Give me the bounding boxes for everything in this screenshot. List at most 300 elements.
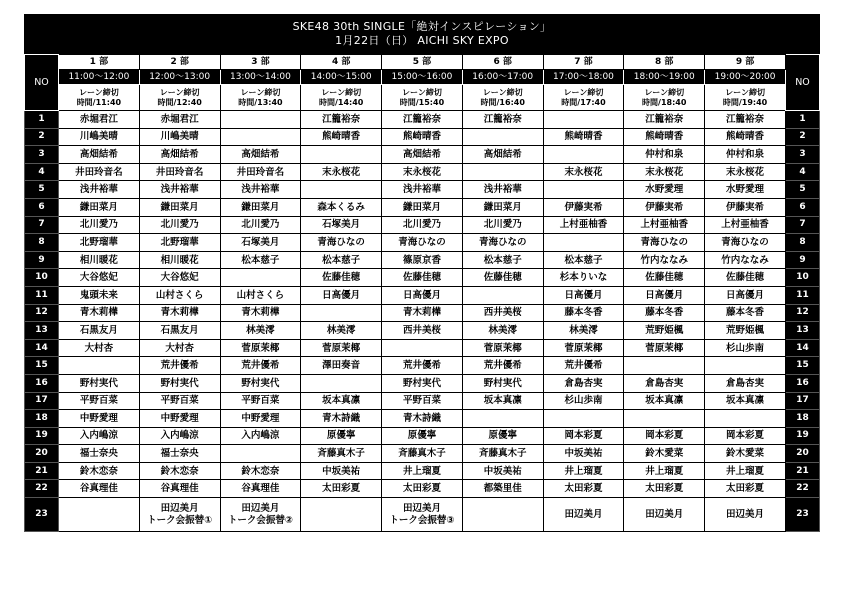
member-cell: 井田玲音名 — [59, 163, 140, 181]
member-cell: 野村実代 — [382, 374, 463, 392]
member-cell — [705, 357, 786, 375]
member-cell: 井上瑠夏 — [624, 462, 705, 480]
member-cell: 荒野姫楓 — [705, 322, 786, 340]
member-cell: 井田玲音名 — [139, 163, 220, 181]
member-cell: 平野百菜 — [139, 392, 220, 410]
lane-number: 11 — [25, 286, 59, 304]
member-cell: 佐藤佳穂 — [624, 269, 705, 287]
member-cell: 斉藤真木子 — [301, 445, 382, 463]
member-cell: 井上瑠夏 — [705, 462, 786, 480]
member-cell: 大村杏 — [139, 339, 220, 357]
member-cell: 伊藤実希 — [705, 198, 786, 216]
lane-number: 18 — [786, 410, 820, 428]
member-cell: 平野百菜 — [59, 392, 140, 410]
lane-number: 16 — [25, 374, 59, 392]
handshake-schedule-sheet — [24, 14, 820, 532]
lane-number: 23 — [786, 498, 820, 532]
table-row — [25, 111, 820, 129]
member-cell: 岡本彩夏 — [624, 427, 705, 445]
member-cell: 佐藤佳穂 — [462, 269, 543, 287]
part-label: 8 部 — [624, 55, 705, 70]
member-cell: 篠原京香 — [382, 251, 463, 269]
lane-number: 8 — [786, 234, 820, 252]
member-cell: 松本慈子 — [220, 251, 301, 269]
member-cell: 福士奈央 — [139, 445, 220, 463]
member-cell: 北野瑠華 — [139, 234, 220, 252]
member-cell: 熊崎晴香 — [382, 128, 463, 146]
member-cell: 浅井裕華 — [59, 181, 140, 199]
member-cell: 太田彩夏 — [301, 480, 382, 498]
member-cell: 石塚美月 — [301, 216, 382, 234]
member-cell: 中坂美祐 — [301, 462, 382, 480]
lane-close-label: レーン締切 — [159, 87, 200, 97]
lane-close-value: 時間/15:40 — [399, 97, 445, 107]
lane-number: 20 — [25, 445, 59, 463]
lane-close-value: 時間/17:40 — [561, 97, 606, 107]
schedule-title — [24, 14, 820, 54]
lane-number: 6 — [786, 198, 820, 216]
member-cell: 鈴木恋奈 — [220, 462, 301, 480]
member-cell: 山村さくら — [220, 286, 301, 304]
member-cell: 坂本真凛 — [462, 392, 543, 410]
member-cell: 野村実代 — [59, 374, 140, 392]
lane-close-label: レーン締切 — [563, 87, 604, 97]
lane-number: 22 — [786, 480, 820, 498]
member-cell: 荒井優希 — [462, 357, 543, 375]
member-cell: 斉藤真木子 — [462, 445, 543, 463]
member-cell: 高畑結希 — [139, 146, 220, 164]
member-cell: 坂本真凛 — [705, 392, 786, 410]
part-time: 18:00〜19:00 — [624, 70, 705, 85]
lane-number: 12 — [786, 304, 820, 322]
lane-number: 9 — [786, 251, 820, 269]
member-cell: 青海ひなの — [462, 234, 543, 252]
lane-close-value: 時間/12:40 — [157, 97, 202, 107]
lane-number: 3 — [25, 146, 59, 164]
table-row — [25, 198, 820, 216]
part-time: 13:00〜14:00 — [220, 70, 301, 85]
member-cell: 仲村和泉 — [624, 146, 705, 164]
lane-close-time — [624, 85, 705, 111]
table-row — [25, 480, 820, 498]
lane-close-value: 時間/16:40 — [480, 97, 525, 107]
part-label: 7 部 — [543, 55, 624, 70]
title-line-event: SKE48 30th SINGLE「絶対インスピレーション」 — [292, 20, 552, 33]
lane-number: 20 — [786, 445, 820, 463]
member-cell: 平野百菜 — [382, 392, 463, 410]
member-cell — [543, 234, 624, 252]
member-cell: 鈴木愛菜 — [705, 445, 786, 463]
lane-close-time — [705, 85, 786, 111]
lane-close-value: 時間/11:40 — [76, 97, 122, 107]
member-cell: 北川愛乃 — [220, 216, 301, 234]
member-cell: 仲村和泉 — [705, 146, 786, 164]
part-time: 17:00〜18:00 — [543, 70, 624, 85]
member-cell — [543, 146, 624, 164]
member-cell: 日高優月 — [705, 286, 786, 304]
member-cell: 林美澪 — [220, 322, 301, 340]
member-cell: 藤本冬香 — [705, 304, 786, 322]
member-cell: 浅井裕華 — [139, 181, 220, 199]
part-label: 4 部 — [301, 55, 382, 70]
part-label: 2 部 — [139, 55, 220, 70]
lane-number: 22 — [25, 480, 59, 498]
member-cell: 森本くるみ — [301, 198, 382, 216]
member-cell: 水野愛理 — [705, 181, 786, 199]
member-cell — [301, 374, 382, 392]
member-cell: 菅原茉椰 — [543, 339, 624, 357]
lane-close-label: レーン締切 — [482, 87, 523, 97]
table-row — [25, 251, 820, 269]
member-cell: 鈴木恋奈 — [59, 462, 140, 480]
lane-number: 8 — [25, 234, 59, 252]
member-cell: 青木莉樺 — [59, 304, 140, 322]
member-cell: 倉島杏実 — [705, 374, 786, 392]
member-cell: 荒井優希 — [382, 357, 463, 375]
member-cell — [220, 128, 301, 146]
member-cell: 赤堀君江 — [139, 111, 220, 129]
lane-close-value: 時間/18:40 — [642, 97, 687, 107]
member-cell — [624, 357, 705, 375]
lane-number: 13 — [25, 322, 59, 340]
member-cell: 佐藤佳穂 — [301, 269, 382, 287]
lane-number: 4 — [25, 163, 59, 181]
member-cell: 上村亜柚香 — [543, 216, 624, 234]
member-cell: 野村実代 — [462, 374, 543, 392]
lane-close-label: レーン締切 — [240, 87, 281, 97]
member-cell: 鎌田菜月 — [139, 198, 220, 216]
member-cell — [624, 410, 705, 428]
lane-number: 17 — [25, 392, 59, 410]
member-cell: 藤本冬香 — [624, 304, 705, 322]
member-cell — [543, 111, 624, 129]
table-row — [25, 216, 820, 234]
part-label: 1 部 — [59, 55, 140, 70]
member-cell: 浅井裕華 — [220, 181, 301, 199]
member-cell: 太田彩夏 — [543, 480, 624, 498]
schedule-table — [24, 54, 820, 532]
member-cell: 佐藤佳穂 — [705, 269, 786, 287]
member-cell: 杉山歩南 — [705, 339, 786, 357]
member-cell: 鬼頭未来 — [59, 286, 140, 304]
table-row — [25, 234, 820, 252]
lane-number: 14 — [25, 339, 59, 357]
member-cell: 高畑結希 — [462, 146, 543, 164]
member-cell — [462, 163, 543, 181]
member-cell: 入内嶋涼 — [220, 427, 301, 445]
member-cell: 上村亜柚香 — [705, 216, 786, 234]
member-cell: 菅原茉椰 — [301, 339, 382, 357]
member-cell: 日高優月 — [624, 286, 705, 304]
lane-close-time — [301, 85, 382, 111]
lane-close-label: レーン締切 — [725, 87, 765, 97]
member-cell — [301, 498, 382, 532]
member-cell — [705, 410, 786, 428]
member-cell: 田辺美月 トーク会振替③ — [382, 498, 463, 532]
part-time: 19:00〜20:00 — [705, 70, 786, 85]
lane-close-value: 時間/14:40 — [318, 97, 364, 107]
lane-number: 19 — [786, 427, 820, 445]
member-cell: 倉島杏実 — [624, 374, 705, 392]
member-cell: 青海ひなの — [705, 234, 786, 252]
member-cell: 上村亜柚香 — [624, 216, 705, 234]
member-cell: 原優寧 — [301, 427, 382, 445]
lane-number: 1 — [25, 111, 59, 129]
member-cell: 日高優月 — [301, 286, 382, 304]
member-cell: 高畑結希 — [59, 146, 140, 164]
member-cell — [220, 269, 301, 287]
member-cell: 鎌田菜月 — [220, 198, 301, 216]
member-cell: 中野愛理 — [59, 410, 140, 428]
table-row — [25, 374, 820, 392]
member-cell: 鈴木愛菜 — [624, 445, 705, 463]
member-cell: 大谷悠妃 — [139, 269, 220, 287]
member-cell: 藤本冬香 — [543, 304, 624, 322]
member-cell: 熊崎晴香 — [705, 128, 786, 146]
member-cell: 林美澪 — [543, 322, 624, 340]
member-cell — [59, 357, 140, 375]
lane-close-time — [382, 85, 463, 111]
member-cell: 荒井優希 — [543, 357, 624, 375]
table-row — [25, 462, 820, 480]
member-cell: 伊藤実希 — [624, 198, 705, 216]
member-cell: 竹内ななみ — [624, 251, 705, 269]
member-cell: 原優寧 — [462, 427, 543, 445]
member-cell: 林美澪 — [301, 322, 382, 340]
member-cell: 原優寧 — [382, 427, 463, 445]
member-cell — [543, 410, 624, 428]
member-cell: 鎌田菜月 — [59, 198, 140, 216]
member-cell: 坂本真凛 — [301, 392, 382, 410]
member-cell: 熊崎晴香 — [301, 128, 382, 146]
lane-number: 11 — [786, 286, 820, 304]
member-cell: 岡本彩夏 — [705, 427, 786, 445]
member-cell: 大谷悠妃 — [59, 269, 140, 287]
member-cell: 石黒友月 — [59, 322, 140, 340]
part-label: 6 部 — [462, 55, 543, 70]
part-time: 15:00〜16:00 — [382, 70, 463, 85]
member-cell: 赤堀君江 — [59, 111, 140, 129]
member-cell: 荒井優希 — [220, 357, 301, 375]
member-cell: 相川暖花 — [59, 251, 140, 269]
member-cell: 太田彩夏 — [382, 480, 463, 498]
table-row — [25, 339, 820, 357]
table-row — [25, 304, 820, 322]
member-cell: 末永桜花 — [543, 163, 624, 181]
lane-number: 21 — [786, 462, 820, 480]
member-cell: 大村杏 — [59, 339, 140, 357]
lane-number: 12 — [25, 304, 59, 322]
lane-close-time — [220, 85, 301, 111]
member-cell: 江籠裕奈 — [462, 111, 543, 129]
member-cell: 石塚美月 — [220, 234, 301, 252]
part-label: 9 部 — [705, 55, 786, 70]
member-cell: 江籠裕奈 — [624, 111, 705, 129]
member-cell: 谷真理佳 — [220, 480, 301, 498]
table-row — [25, 181, 820, 199]
member-cell — [462, 286, 543, 304]
member-cell: 熊崎晴香 — [543, 128, 624, 146]
table-row — [25, 427, 820, 445]
member-cell — [462, 410, 543, 428]
member-cell: 青木詩織 — [382, 410, 463, 428]
lane-close-value: 時間/19:40 — [722, 97, 768, 107]
member-cell: 日高優月 — [382, 286, 463, 304]
member-cell: 谷真理佳 — [139, 480, 220, 498]
member-cell: 鎌田菜月 — [462, 198, 543, 216]
member-cell: 江籠裕奈 — [382, 111, 463, 129]
member-cell: 青海ひなの — [301, 234, 382, 252]
table-row — [25, 286, 820, 304]
member-cell: 斉藤真木子 — [382, 445, 463, 463]
member-cell: 末永桜花 — [624, 163, 705, 181]
member-cell: 菅原茉椰 — [624, 339, 705, 357]
part-time: 11:00〜12:00 — [59, 70, 140, 85]
member-cell — [301, 304, 382, 322]
table-row — [25, 445, 820, 463]
table-row — [25, 128, 820, 146]
no-column-header: NO — [786, 55, 820, 111]
member-cell: 北野瑠華 — [59, 234, 140, 252]
member-cell: 荒井優希 — [139, 357, 220, 375]
member-cell — [382, 339, 463, 357]
member-cell: 福士奈央 — [59, 445, 140, 463]
member-cell: 荒野姫楓 — [624, 322, 705, 340]
member-cell — [301, 146, 382, 164]
member-cell: 中野愛理 — [139, 410, 220, 428]
member-cell: 田辺美月 — [705, 498, 786, 532]
lane-number: 2 — [786, 128, 820, 146]
member-cell: 松本慈子 — [543, 251, 624, 269]
member-cell: 杉本りいな — [543, 269, 624, 287]
member-cell: 入内嶋涼 — [59, 427, 140, 445]
part-label: 5 部 — [382, 55, 463, 70]
member-cell: 田辺美月 — [624, 498, 705, 532]
lane-number: 3 — [786, 146, 820, 164]
member-cell: 青海ひなの — [382, 234, 463, 252]
member-cell: 江籠裕奈 — [301, 111, 382, 129]
lane-number: 5 — [25, 181, 59, 199]
member-cell: 竹内ななみ — [705, 251, 786, 269]
member-cell: 鈴木恋奈 — [139, 462, 220, 480]
member-cell: 杉山歩南 — [543, 392, 624, 410]
member-cell: 中坂美祐 — [543, 445, 624, 463]
member-cell: 田辺美月 トーク会振替② — [220, 498, 301, 532]
member-cell: 石黒友月 — [139, 322, 220, 340]
member-cell: 末永桜花 — [301, 163, 382, 181]
lane-number: 14 — [786, 339, 820, 357]
member-cell — [220, 111, 301, 129]
lane-number: 10 — [25, 269, 59, 287]
table-row — [25, 322, 820, 340]
member-cell: 坂本真凛 — [624, 392, 705, 410]
member-cell: 北川愛乃 — [382, 216, 463, 234]
no-column-header: NO — [25, 55, 59, 111]
member-cell: 谷真理佳 — [59, 480, 140, 498]
member-cell: 青木詩織 — [301, 410, 382, 428]
member-cell: 熊崎晴香 — [624, 128, 705, 146]
member-cell: 菅原茉椰 — [462, 339, 543, 357]
member-cell: 浅井裕華 — [382, 181, 463, 199]
member-cell: 野村実代 — [220, 374, 301, 392]
lane-close-time — [543, 85, 624, 111]
lane-number: 7 — [25, 216, 59, 234]
table-row — [25, 146, 820, 164]
lane-number: 13 — [786, 322, 820, 340]
lane-close-label: レーン締切 — [402, 87, 442, 97]
member-cell: 井田玲音名 — [220, 163, 301, 181]
member-cell — [220, 445, 301, 463]
lane-number: 23 — [25, 498, 59, 532]
lane-number: 2 — [25, 128, 59, 146]
member-cell: 北川愛乃 — [462, 216, 543, 234]
lane-number: 15 — [786, 357, 820, 375]
member-cell — [543, 181, 624, 199]
table-row — [25, 269, 820, 287]
member-cell: 川嶋美晴 — [139, 128, 220, 146]
member-cell: 日高優月 — [543, 286, 624, 304]
member-cell: 岡本彩夏 — [543, 427, 624, 445]
member-cell: 青木莉樺 — [220, 304, 301, 322]
lane-close-time — [139, 85, 220, 111]
member-cell: 高畑結希 — [382, 146, 463, 164]
member-cell: 鎌田菜月 — [382, 198, 463, 216]
part-time: 14:00〜15:00 — [301, 70, 382, 85]
lane-number: 18 — [25, 410, 59, 428]
member-cell: 川嶋美晴 — [59, 128, 140, 146]
lane-number: 9 — [25, 251, 59, 269]
member-cell: 林美澪 — [462, 322, 543, 340]
table-row — [25, 498, 820, 532]
member-cell: 青海ひなの — [624, 234, 705, 252]
member-cell: 田辺美月 — [543, 498, 624, 532]
lane-number: 7 — [786, 216, 820, 234]
table-row — [25, 357, 820, 375]
table-row — [25, 163, 820, 181]
lane-number: 19 — [25, 427, 59, 445]
member-cell: 平野百菜 — [220, 392, 301, 410]
member-cell: 伊藤実希 — [543, 198, 624, 216]
member-cell: 青木莉樺 — [382, 304, 463, 322]
lane-number: 21 — [25, 462, 59, 480]
member-cell: 松本慈子 — [301, 251, 382, 269]
member-cell: 江籠裕奈 — [705, 111, 786, 129]
lane-close-label: レーン締切 — [78, 87, 119, 97]
member-cell: 浅井裕華 — [462, 181, 543, 199]
member-cell — [462, 498, 543, 532]
member-cell: 高畑結希 — [220, 146, 301, 164]
lane-number: 15 — [25, 357, 59, 375]
lane-close-label: レーン締切 — [321, 87, 362, 97]
member-cell: 佐藤佳穂 — [382, 269, 463, 287]
member-cell: 野村実代 — [139, 374, 220, 392]
member-cell: 入内嶋涼 — [139, 427, 220, 445]
lane-number: 4 — [786, 163, 820, 181]
member-cell: 倉島杏実 — [543, 374, 624, 392]
lane-close-value: 時間/13:40 — [238, 97, 283, 107]
member-cell: 中坂美祐 — [462, 462, 543, 480]
part-time: 12:00〜13:00 — [139, 70, 220, 85]
member-cell: 青木莉樺 — [139, 304, 220, 322]
part-label: 3 部 — [220, 55, 301, 70]
table-row — [25, 410, 820, 428]
lane-number: 1 — [786, 111, 820, 129]
lane-close-time — [59, 85, 140, 111]
member-cell: 澤田奏音 — [301, 357, 382, 375]
member-cell: 末永桜花 — [705, 163, 786, 181]
member-cell: 相川暖花 — [139, 251, 220, 269]
member-cell: 太田彩夏 — [705, 480, 786, 498]
